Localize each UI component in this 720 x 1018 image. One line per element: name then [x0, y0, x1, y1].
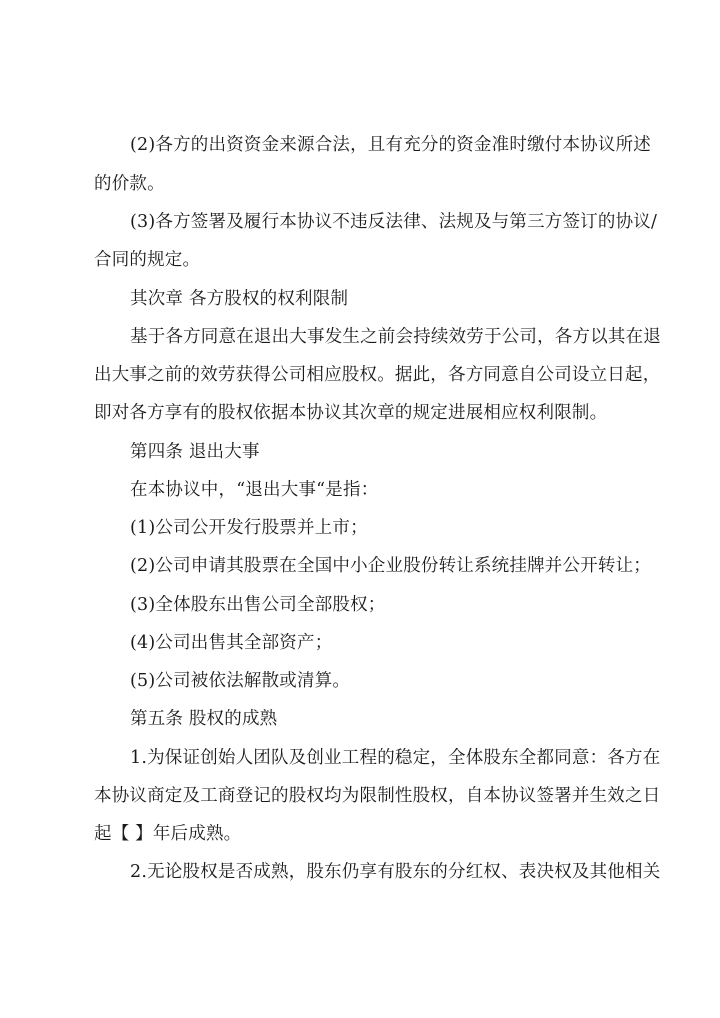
paragraph-line: 起【 】年后成熟。	[94, 824, 242, 844]
list-item: (5)公司被依法解散或清算。	[130, 671, 351, 691]
article-heading: 第四条 退出大事	[130, 442, 260, 462]
list-item: (4)公司出售其全部资产；	[130, 633, 333, 653]
paragraph-line: (3)各方签署及履行本协议不违反法律、法规及与第三方签订的协议/	[130, 212, 658, 232]
paragraph-line: 本协议商定及工商登记的股权均为限制性股权，自本协议签署并生效之日	[94, 786, 661, 806]
chapter-heading: 其次章 各方股权的权利限制	[130, 289, 349, 309]
article-heading: 第五条 股权的成熟	[130, 709, 278, 729]
paragraph-line: 的价款。	[94, 174, 165, 194]
paragraph-line: 基于各方同意在退出大事发生之前会持续效劳于公司，各方以其在退	[130, 327, 661, 347]
paragraph-line: 在本协议中，“退出大事“是指：	[130, 480, 379, 500]
paragraph-line: (2)各方的出资资金来源合法，且有充分的资金准时缴付本协议所述	[130, 135, 651, 155]
list-item: (1)公司公开发行股票并上市；	[130, 518, 368, 538]
list-item: (3)全体股东出售公司全部股权；	[130, 595, 386, 615]
paragraph-line: 1.为保证创始人团队及创业工程的稳定，全体股东全都同意：各方在	[130, 748, 661, 768]
paragraph-line: 合同的规定。	[94, 250, 201, 270]
paragraph-line: 2.无论股权是否成熟，股东仍享有股东的分红权、表决权及其他相关	[130, 862, 661, 882]
list-item: (2)公司申请其股票在全国中小企业股份转让系统挂牌并公开转让；	[130, 556, 651, 576]
paragraph-line: 即对各方享有的股权依据本协议其次章的规定进展相应权利限制。	[94, 403, 608, 423]
paragraph-line: 出大事之前的效劳获得公司相应股权。据此，各方同意自公司设立日起，	[94, 365, 661, 385]
